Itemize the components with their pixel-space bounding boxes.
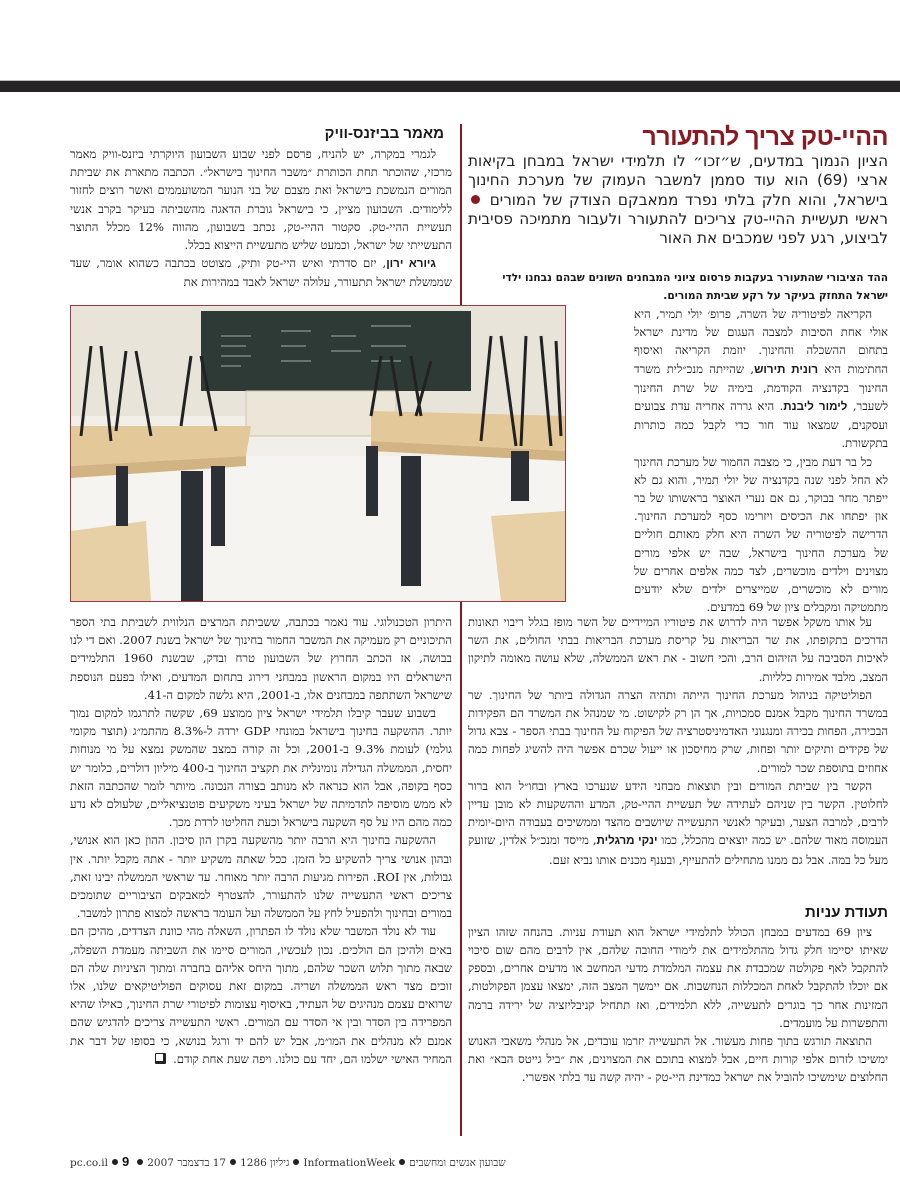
footer-date: 17 בדצמבר 2007 [147,1157,227,1169]
deck-text-2: ראשי תעשיית ההיי-טק צריכים להתעורר ולעבור מתמיכה פסיבית לביצוע, רגע לפני שמכבים את האור [468,209,888,248]
person-name: גיורא ירון [386,257,436,271]
deck-text-1: הציון הנמוך במדעים, ש״זכו״ לו תלמידי ישראל במבחן בקיאות ארצי (69) הוא עוד סממן למשבר העמוק של מערכת החינוך בישראל, והוא חלק בלתי נפרד ממאבקם הצודק של המורים [468,152,888,209]
section-subhead: תעודת עניות [804,903,888,921]
text: , מייסד ומנכ״ל אלדין, שזועק מעל כל במה. אבל גם ממנו מתחילים להתעייף, ובענף מכנים אותו נביא זעם. [468,833,888,867]
paragraph: התוצאה תורגש בתוך פחות מעשור. אל התעשייה יזרמו עובדים, אל מנהלי משאבי האנוש ימשיכו לזרום אלפי קורות חיים, אבל למצוא בתוכם את המצוינים, את ״ביל גייטס הבא״ ואת החלוצים שימשיכו להוביל את ישראל כמדינת היי-טק - יהיה קשה עד בלתי אפשרי. [468,1034,888,1085]
person-name: לימור ליבנת [783,400,848,414]
article-deck [468,152,888,248]
footer-separator-icon [137,1159,143,1165]
paragraph: בשבוע שעבר קיבלו תלמידי ישראל ציון ממוצע 69, שקשה לתרגמו למקום נמוך יותר. ההשקעה בחינוך בישראל במונחי GDP ירדה ל-8.3% מהתמ״ג (תוצר מקומי גולמי) לעומת 9.3% ב-2001, וכל זה קורה במצב שהמשק נמצא על מי מנוחות יחסית, הממשלה הגדילה נומינלית את תקציב החינוך ב-400 מיליון דולרים, כלומר יש כסף בקופה, אבל הוא כנראה לא מנותב בצורה הנכונה. מיותר לומר שהכתבה הזאת לא ממש מוסיפה לתדמיתה של ישראל בעיני משקיעים פוטנציאליים, שלעולם לא נדע כמה מהם היו על סף השקעה בישראל וכעת החליטו לרדת מכך. [70,706,453,830]
bullet-dot-icon [471,195,480,204]
footer-issue: גיליון 1286 [240,1157,290,1169]
footer-site: pc.co.il [70,1157,109,1169]
text: הקריאה לפיטוריה של השרה, פרופ׳ יולי תמיר, היא אולי אחת הסיבות למצבה העגום של מדינת ישראל בתחום ההשכלה והחינוך. יוזמת הקריאה ואיסוף החתימות היא [634,307,888,376]
top-bar [0,80,900,92]
paragraph: היתרון הטכנולוגי. עוד נאמר בכתבה, ששביתת המרצים הנלווית לשביתת בתי הספר התיכוניים רק מעמיקה את המשבר החמור בחינוך של ישראל בשנת 2007. ואם די לנו בבושה, אז הכתב החרוץ של השבועון טרח ובדק, שבשנת 1960 התלמידים הישראלים היו במקום הראשון במבחני דירוג בתחום המדעים, ואילו בפעם הנוספת שישראל השתתפה במבחנים אלו, ב-2001, היא גלשה למקום ה-41. [70,615,452,702]
paragraph [468,777,888,869]
text: הקשר בין שביתת המורים ובין תוצאות מבחני הידע שנערכו בארץ ובחו״ל הוא ברור לחלוטין. הקשר בין שניהם לעתידה של תעשיית ההיי-טק, המדע וההשקעות לא מובן עדיין לרבים, למרבה הצער, ובעיקר לאנשי התעשייה שיושבים מהצד וממשיכים בעבודה היום-יומית העמוסה מאוד שלהם. יש כמה יוצאים מהכלל, כמו [468,778,889,848]
classroom-photo-icon [71,306,565,601]
footer-publication: שבועון אנשים ומחשבים [409,1157,506,1169]
paragraph: הפוליטיקה בניהול מערכת החינוך הייתה ותהיה הצרה הגדולה ביותר של החינוך. שר במשרד החינוך מקבל אמנם סמכויות, אך הן רק לקישוט. מי שמנהל את המשרד הם הפקידות הבכירה, הפחות בכירה ומנגנוני האדמיניסטרציה של הפיקוח על החינוך בבתי הספר - צבא גדול של פקידים ותיקים יותר ופחות, שרק מחיסכון או ייעול שכרם אפשר היה להשיג לפחות כמה אחוזים בתוספת שכר למורים. [468,687,888,775]
person-name: ינקי מרגלית [596,834,658,848]
paragraph: ציון 69 במדעים במבחן הכולל לתלמידי ישראל הוא תעודת עניות. בהנחה שזהו הציון שאיתו יסיימו חלק גדול מהתלמידים את לימודי החובה שלהם, אין לרבים מהם שום סיכוי להתקבל לאף פקולטה שמכבדת את עצמה המלמדת מדעי המחשב או מדעים אחרים, ובספק אם יוכלו להתקבל לאחת המכללות הנחשבות. אם יימשך המצב הזה, ימצאו עצמן הפקולטות, המזינות אחר כך בוגרים לתעשייה, ללא תלמידים, ואז תתחיל קניבליזציה של ירידה ברמה והתפשרות על מועמדים. [468,924,888,1030]
footer-separator-icon [112,1159,118,1165]
paragraph [70,254,452,291]
main-column-bottom [468,613,888,1087]
footer-separator-icon [230,1159,236,1165]
text: עוד לא נולד המשבר שלא נולד לו הפתרון, השאלה מהי כוונת הצדדים, מהיכן הם באים ולהיכן הם הולכים. נכון לעכשיו, המורים סיימו את השביתה מעמדת השפלה, שבאה מתוך תלוש השכר שלהם, מתוך היחס אליהם בחברה ומתוך הציניות שלה הם זוכים מצד ראש הממשלה ושריה. במקום זאת עסוקים הפוליטיקאים שלנו, אלו שרואים עצמם מנהיגים של העתיד, באיסוף עצומות לפיטורי שרת החינוך, כאילו שהיא המפרידה בין הסדר ובין אי הסדר עם המורים. ראשי התעשייה צריכים להדגיש שהם אמנם לא מנהלים את המו״מ, אבל יש להם יד ורגל בנושא, כי בסופו של דבר את המחיר האישי ישלמו הם, יחד עם כולנו. ויפה שעת אחת קודם. [70,924,452,1066]
column-divider [460,124,462,1136]
side-column-top [70,145,452,292]
article-headline: ההיי-טק צריך להתעורר [642,123,888,151]
side-article-title: מאמר בביזנס-וויק [324,125,444,142]
article-lead: ההד הציבורי שהתעורר בעקבות פרסום ציוני המבחנים השונים שבהם נבחנו ילדי ישראל התחזק בעיקר על רקע שביתת המורים. [502,272,888,302]
text: . היא גררה אחריה עדת צבועים ועסקנים, שמצאו עוד חור כדי לקבל כמה כותרות בתקשורת. [634,399,888,451]
footer-separator-icon [399,1159,405,1165]
page-footer [70,1154,520,1169]
paragraph [70,922,452,1068]
page-number: 9 [122,1154,130,1169]
paragraph [634,305,888,453]
paragraph: ההשקעה בחינוך היא הרבה יותר מהשקעה בקרן הון סיכון. ההון כאן הוא אנושי, ובהון אנושי צריך להשקיע כל הזמן. ככל שאתה משקיע יותר - אתה מקבל יותר. אין גבולות, אין ROI. הפירות מגיעות הרבה יותר מאוחר. עד שראשי הממשלה יבינו זאת, צריכים ראשי התעשייה שלנו להתעורר, להצטרף למאבקים הציבוריים שתומכים במורים ובחינוך ולהפעיל לחץ על הממשלה ועל העומד בראשה למצוא פתרון למשבר. [70,833,452,921]
text: , שהייתה מנכ״לית משרד החינוך בקדנציה הקודמת, בימיה של שרת החינוך לשעבר, [634,361,888,414]
text: , יזם סדרתי ואיש היי-טק ותיק, מצוטט בכתבה כשהוא אומר, שעד שממשלת ישראל תתעורר, עלולה ישראל לאבד במהירות את [70,256,452,290]
person-name: רונית תירוש [754,362,819,376]
footer-separator-icon [293,1159,299,1165]
footer-brand: InformationWeek [303,1157,396,1169]
classroom-photo [70,305,566,602]
side-column-bottom [70,613,452,1068]
paragraph: על אותו משקל אפשר היה לדרוש את פיטוריו המיידיים של השר מופז בגלל ריבוי תאונות הדרכים בתקופתו, את שר הבריאות על קריסת מערכת הבריאות בבתי החולים, את השר לאיכות הסביבה על הזיהום הרב, והכי חשוב - את ראש הממשלה, שלא עושה מאומה לתיקון המצב, מלבד אמירות כלליות. [468,615,888,684]
paragraph: כל בר דעת מבין, כי מצבה החמור של מערכת החינוך לא החל לפני שנה בקדנציה של יולי תמיר, והוא גם לא ייפתר מחר בבוקר, גם אם נערי האוצר בראשותו של בר און יפתחו את הכיסים ויזרימו כסף למערכת החינוך. הדרישה לפיטוריה של השרה היא חלק מאותם חוליים של מערכת החינוך בישראל, שבה יש אלפי מורים מצוינים וילדים מוכשרים, לצד כמה אלפים אחרים של מורים לא מוכשרים, שמייצרים ילדים שלא יודעים מתמטיקה ומקבלים ציון של 69 במדעים. [634,454,888,615]
end-mark-icon [155,1053,166,1064]
paragraph: לגמרי במקרה, יש להניח, פרסם לפני שבוע השבועון היוקרתי ביזנס-וויק מאמר מרכזי, שהוכתר תחת הכותרת ״משבר החינוך בישראל״. הכתבה מתארת את שביתת המורים הנמשכת בישראל ואת מצבם של בני הנוער המשועממים ואשר רוצים לחזור ללימודים. השבועון מציין, כי בישראל גוברת הדאגה מהשביתה בעיקר בקרב אנשי תעשיית ההיי-טק. סקטור ההיי-טק, נכתב בשבועון, מהווה 12% מכלל התוצר התעשייתי של ישראל, וכמעט שליש מתעשיית הייצוא בכלל. [70,147,453,253]
